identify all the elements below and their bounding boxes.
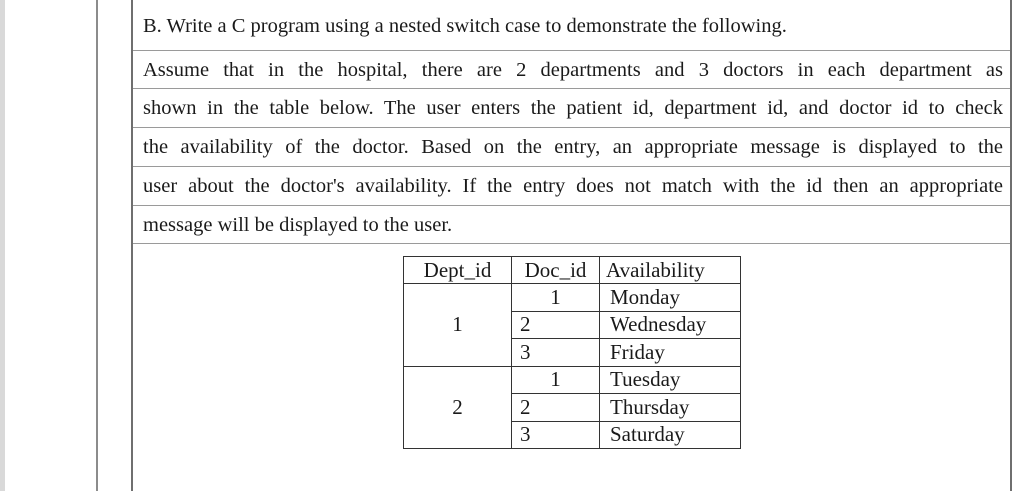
question-line-2: shown in the table below. The user enters the patient id, department id, and doctor id to check: [143, 97, 1003, 119]
table-row: [404, 284, 741, 312]
availability-cell: Friday: [600, 339, 741, 367]
availability-cell: Tuesday: [600, 366, 741, 394]
doc-id-cell: 3: [512, 421, 600, 449]
ruled-line: [133, 166, 1010, 167]
question-box: [131, 0, 1012, 491]
header-doc-id: Doc_id: [512, 257, 600, 284]
ruled-line: [133, 243, 1010, 244]
ruled-line: [133, 205, 1010, 206]
doc-id-cell: 2: [512, 311, 600, 339]
page-border-line: [96, 0, 98, 491]
availability-table: [403, 256, 741, 449]
doc-id-cell: 1: [512, 284, 600, 312]
availability-cell: Monday: [600, 284, 741, 312]
table-row: [404, 366, 741, 394]
page-gutter: [0, 0, 5, 491]
table-header-row: [404, 257, 741, 284]
header-dept-id: Dept_id: [404, 257, 512, 284]
ruled-line: [133, 127, 1010, 128]
question-line-4: user about the doctor's availability. If the entry does not match with the id then an appropriate: [143, 175, 1003, 197]
doc-id-cell: 1: [512, 366, 600, 394]
ruled-line: [133, 88, 1010, 89]
availability-cell: Saturday: [600, 421, 741, 449]
doc-id-cell: 3: [512, 339, 600, 367]
question-line-1: Assume that in the hospital, there are 2 departments and 3 doctors in each department as: [143, 59, 1003, 81]
ruled-line: [133, 50, 1010, 51]
availability-cell: Wednesday: [600, 311, 741, 339]
availability-cell: Thursday: [600, 394, 741, 422]
question-heading: B. Write a C program using a nested switch case to demonstrate the following.: [143, 15, 787, 37]
question-line-3: the availability of the doctor. Based on the entry, an appropriate message is displayed to the: [143, 136, 1003, 158]
question-line-5: message will be displayed to the user.: [143, 214, 453, 236]
dept-id-cell: 2: [404, 366, 512, 449]
header-availability: Availability: [600, 257, 741, 284]
doc-id-cell: 2: [512, 394, 600, 422]
dept-id-cell: 1: [404, 284, 512, 367]
